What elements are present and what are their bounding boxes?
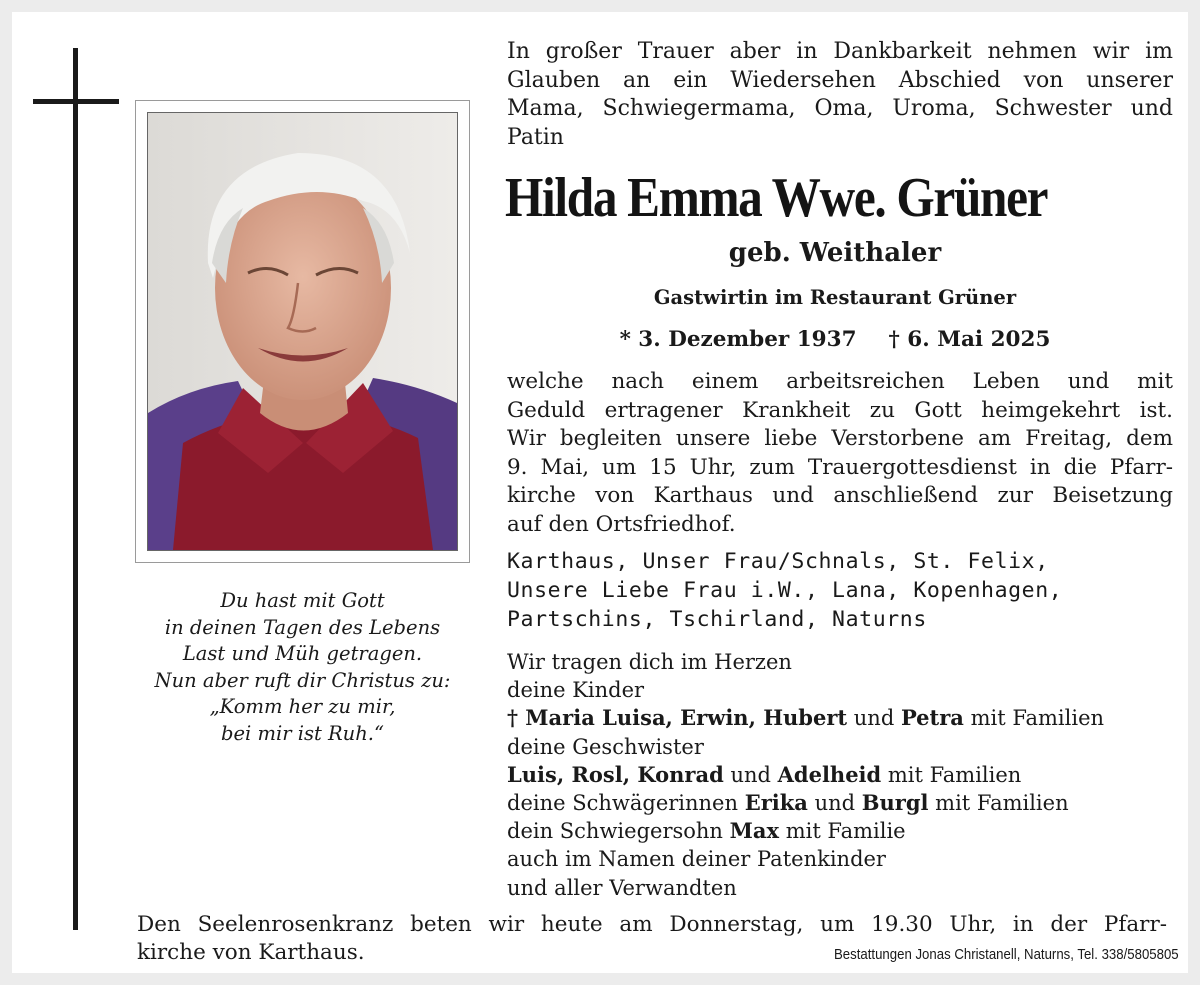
verse-line: Last und Müh getragen. [182,642,423,665]
siblings-names: Luis, Rosl, Konrad [507,761,724,787]
intro-line: Patin [507,124,564,150]
mourners-list [507,648,1173,902]
memorial-verse [140,588,465,747]
intro-line: In großer Trauer aber in Dankbarkeit nehmen wir im [507,39,1173,64]
intro-line: Mama, Schwiegermama, Oma, Uroma, Schwester und [507,96,1173,121]
sister-in-law-name: Erika [744,790,808,816]
birth-date: * 3. Dezember 1937 [619,327,857,352]
occupation: Gastwirtin im Restaurant Grüner [653,286,1017,309]
children-label: deine Kinder [507,678,645,703]
verse-line: in deinen Tagen des Lebens [164,615,441,639]
children-cross: † [507,705,526,731]
godchildren-line: auch im Namen deiner Patenkinder [507,847,886,872]
mourners-opening: Wir tragen dich im Herzen [507,650,792,674]
verse-line: „Komm her zu mir, [209,695,396,718]
undertaker-credit: Bestattungen Jonas Christanell, Naturns, Tel. 338/5805805 [834,946,1179,963]
funeral-paragraph [507,368,1173,539]
life-dates [507,327,1163,352]
verse-line: bei mir ist Ruh.“ [221,721,384,745]
son-in-law-line [507,817,1173,845]
with-families: mit Familien [963,706,1105,731]
places-line: Partschins, Tschirland, Naturns [507,607,927,632]
children-last-name: Petra [900,705,964,731]
sister-in-law-name: Burgl [861,790,929,816]
conjunction: und [723,762,778,787]
cross-vertical-bar [73,48,78,930]
children-names: Maria Luisa, Erwin, Hubert [525,705,848,731]
conjunction: und [847,706,901,731]
sisters-in-law-label: deine Schwägerinnen [507,791,745,816]
body-line: 9. Mai, um 15 Uhr, zum Trauergottesdienst in die Pfarr- [507,454,1173,480]
body-line: auf den Ortsfriedhof. [507,511,736,537]
children-line [507,704,1173,732]
verse-line: Du hast mit Gott [220,589,385,612]
body-line: welche nach einem arbeitsreichen Leben und mit [507,369,1173,394]
son-in-law-name: Max [729,818,780,844]
body-line: kirche von Karthaus und anschließend zur Beisetzung [507,483,1173,508]
siblings-line [507,761,1173,789]
siblings-last-name: Adelheid [777,761,882,787]
places-line: Karthaus, Unser Frau/Schnals, St. Felix, [507,549,1049,574]
conjunction: und [807,791,862,816]
with-family: mit Familie [779,819,906,844]
deceased-name: Hilda Emma Wwe. Grüner [505,167,1048,229]
verse-line: Nun aber ruft dir Christus zu: [154,668,451,692]
body-line: Wir begleiten unsere liebe Verstorbene am Freitag, dem [507,426,1173,451]
places-list [507,547,1173,634]
siblings-label: deine Geschwister [507,734,704,759]
places-line: Unsere Liebe Frau i.W., Lana, Kopenhagen, [507,578,1063,603]
relatives-line: und aller Verwandten [507,875,737,900]
birth-name: geb. Weithaler [728,238,942,268]
intro-line: Glauben an ein Wiedersehen Abschied von unserer [507,67,1173,93]
son-in-law-label: dein Schwiegersohn [507,819,730,844]
with-families: mit Familien [928,791,1069,816]
with-families: mit Familien [881,762,1022,787]
death-date: † 6. Mai 2025 [888,327,1051,352]
rosary-line: kirche von Karthaus. [137,940,365,965]
cross-horizontal-bar [33,99,119,104]
sisters-in-law-line [507,789,1173,817]
portrait-photo [147,112,458,551]
body-line: Geduld ertragener Krankheit zu Gott heimgekehrt ist. [507,397,1173,423]
rosary-line: Den Seelenrosenkranz beten wir heute am Donnerstag, um 19.30 Uhr, in der Pfarr- [137,912,1167,937]
intro-paragraph [507,38,1173,152]
